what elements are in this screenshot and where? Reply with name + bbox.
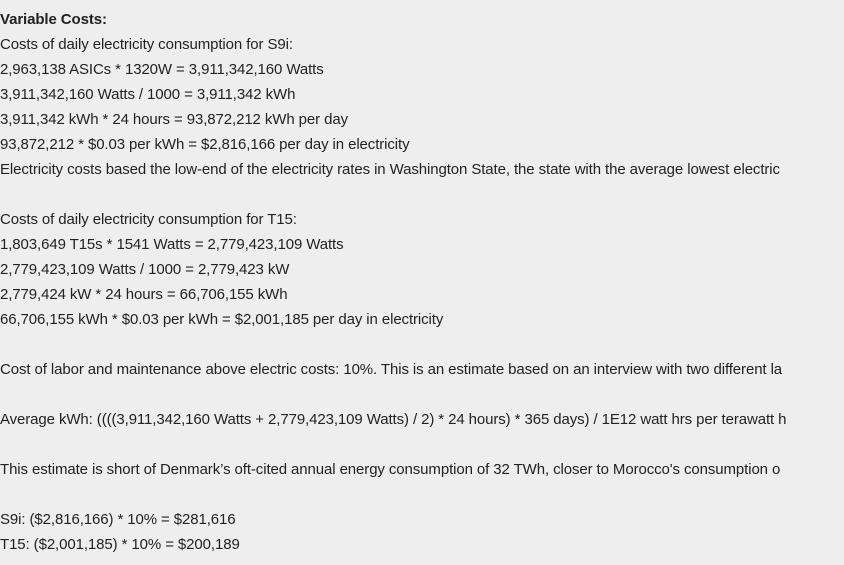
blank-line	[0, 382, 844, 407]
text-line-t15-kw: 2,779,423,109 Watts / 1000 = 2,779,423 kW	[0, 261, 290, 278]
text-line-s9i-kwh: 3,911,342,160 Watts / 1000 = 3,911,342 kWh	[0, 86, 296, 103]
text-line-t15-daily-kwh: 2,779,424 kW * 24 hours = 66,706,155 kWh	[0, 286, 288, 303]
text-line-t15-labor: T15: ($2,001,185) * 10% = $200,189	[0, 536, 240, 553]
blank-line	[0, 482, 844, 507]
text-line-average-kwh: Average kWh: ((((3,911,342,160 Watts + 2,779,423,109 Watts) / 2) * 24 hours) * 365 days) / 1E12 watt hrs per terawatt h	[0, 411, 787, 428]
text-line-t15-watts: 1,803,649 T15s * 1541 Watts = 2,779,423,109 Watts	[0, 236, 344, 253]
text-line-labor-cost: Cost of labor and maintenance above electric costs: 10%. This is an estimate based on an interview with two different la	[0, 361, 783, 378]
text-line-s9i-watts: 2,963,138 ASICs * 1320W = 3,911,342,160 Watts	[0, 61, 324, 78]
text-line-t15-title: Costs of daily electricity consumption for T15:	[0, 211, 297, 228]
text-line-electricity-note: Electricity costs based the low-end of the electricity rates in Washington State, the state with the average lowest electric	[0, 161, 780, 178]
text-line-s9i-daily-kwh: 3,911,342 kWh * 24 hours = 93,872,212 kWh per day	[0, 111, 348, 128]
section-heading: Variable Costs:	[0, 11, 107, 28]
text-line-s9i-title: Costs of daily electricity consumption for S9i:	[0, 36, 293, 53]
text-line-denmark-comparison: This estimate is short of Denmark’s oft-cited annual energy consumption of 32 TWh, closer to Morocco's consumption o	[0, 461, 781, 478]
blank-line	[0, 182, 844, 207]
text-line-t15-daily-cost: 66,706,155 kWh * $0.03 per kWh = $2,001,185 per day in electricity	[0, 311, 444, 328]
blank-line	[0, 432, 844, 457]
text-line-s9i-daily-cost: 93,872,212 * $0.03 per kWh = $2,816,166 per day in electricity	[0, 136, 410, 153]
blank-line	[0, 332, 844, 357]
text-line-s9i-labor: S9i: ($2,816,166) * 10% = $281,616	[0, 511, 236, 528]
